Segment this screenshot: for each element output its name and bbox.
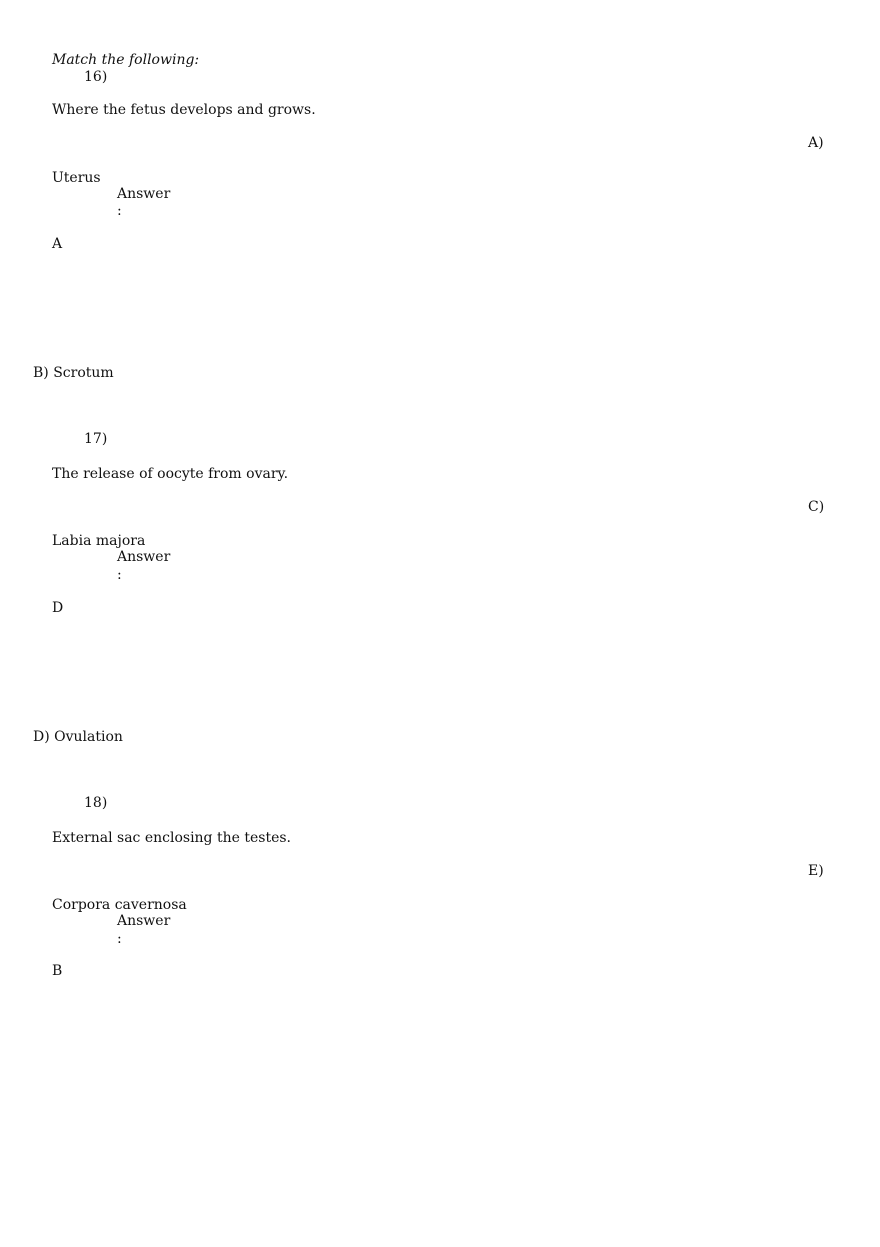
answer-colon: : [117,931,122,947]
answer-colon: : [117,203,122,219]
answer-value: D [52,600,64,616]
question-prompt: The release of oocyte from ovary. [52,466,289,482]
option-label: E) [808,863,824,879]
question-prompt: External sac enclosing the testes. [52,830,291,846]
question-number: 16) [84,69,108,85]
answer-value: A [52,236,63,252]
question-prompt: Where the fetus develops and grows. [52,102,316,118]
question-number: 18) [84,795,108,811]
option-text: Uterus [52,170,101,186]
option-item: B) Scrotum [33,365,114,381]
answer-value: B [52,963,63,979]
option-label: A) [808,135,824,151]
question-number: 17) [84,431,108,447]
instruction: Match the following: [52,52,200,68]
option-text: Corpora cavernosa [52,897,187,913]
option-item: D) Ovulation [33,729,123,745]
answer-colon: : [117,567,122,583]
answer-label: Answer [117,549,171,565]
option-text: Labia majora [52,533,146,549]
answer-label: Answer [117,186,171,202]
answer-label: Answer [117,913,171,929]
option-label: C) [808,499,825,515]
